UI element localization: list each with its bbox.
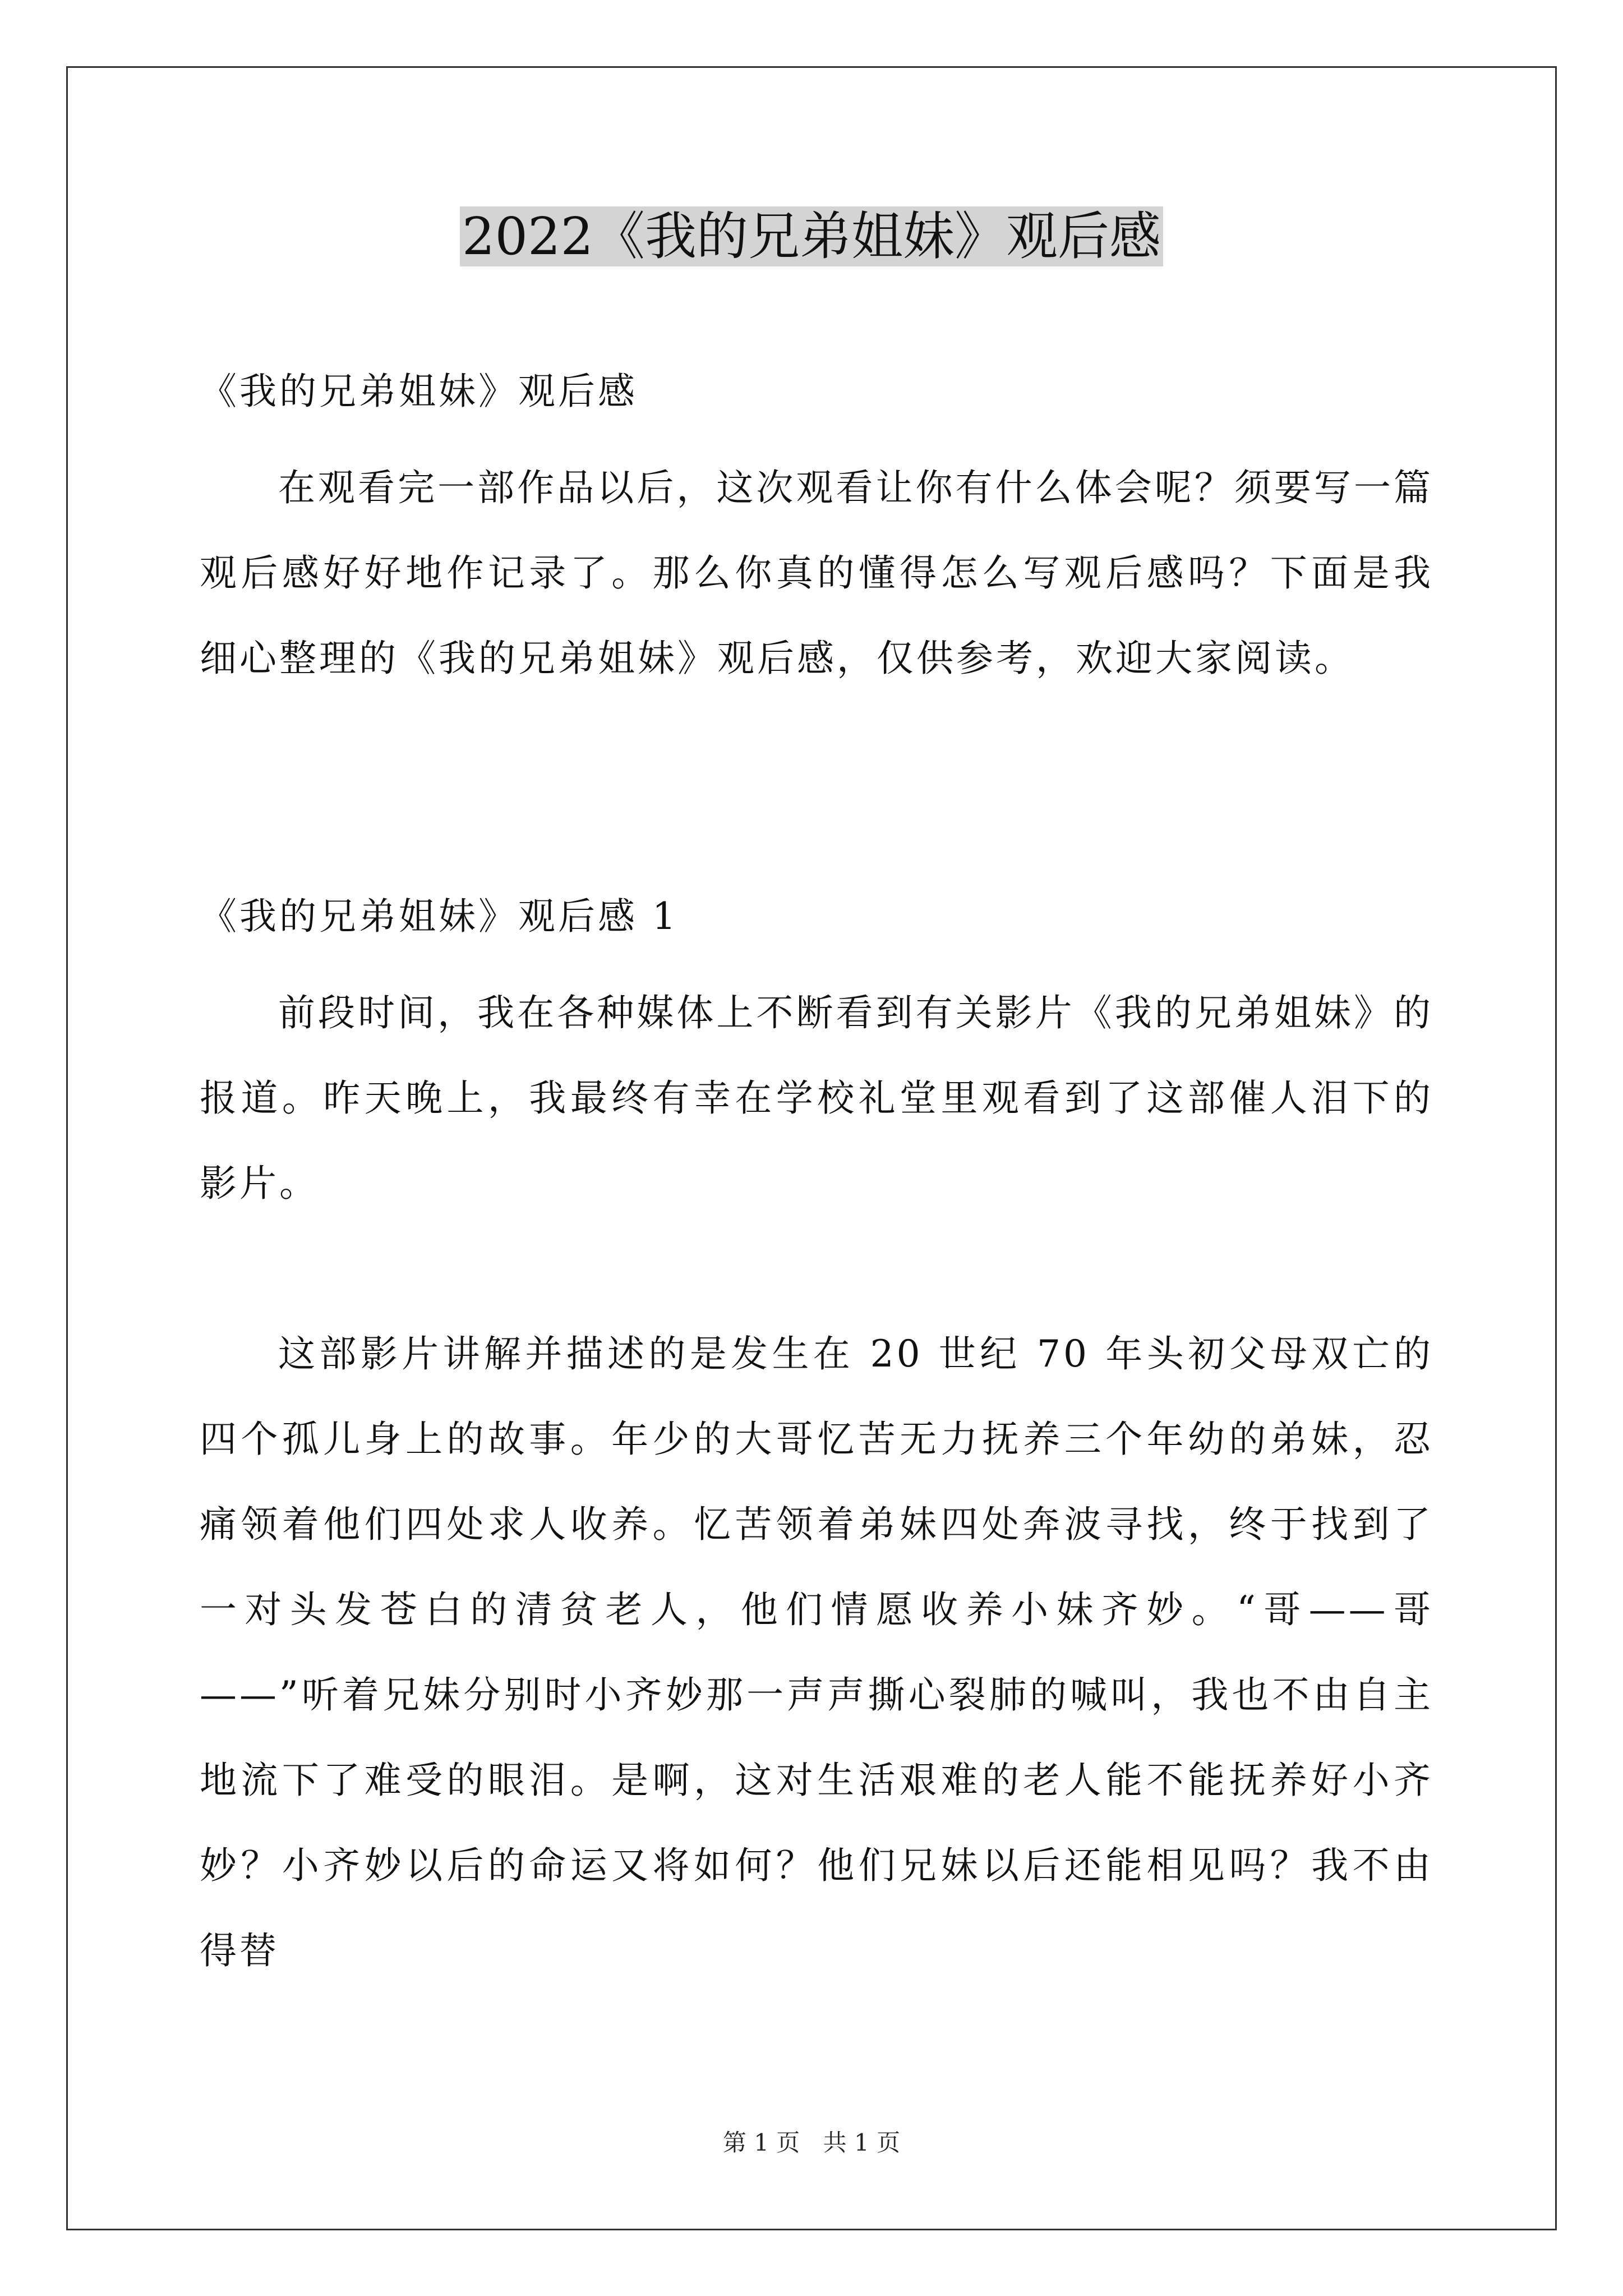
section-1-paragraph-1: 前段时间，我在各种媒体上不断看到有关影片《我的兄弟姐妹》的报道。昨天晚上，我最终有幸在学校礼堂里观看到了这部催人泪下的影片。 <box>200 991 1433 1205</box>
document-subtitle: 《我的兄弟姐妹》观后感 <box>200 370 638 413</box>
section-1-heading: 《我的兄弟姐妹》观后感 1 <box>200 895 679 938</box>
document-title <box>0 197 1623 276</box>
document-title-text: 2022《我的兄弟姐妹》观后感 <box>460 206 1163 266</box>
page-footer <box>0 2126 1623 2160</box>
page-number: 第 1 页 <box>722 2129 800 2156</box>
intro-paragraph: 在观看完一部作品以后，这次观看让你有什么体会呢？须要写一篇观后感好好地作记录了。那么你真的懂得怎么写观后感吗？下面是我细心整理的《我的兄弟姐妹》观后感，仅供参考，欢迎大家阅读。 <box>200 466 1433 680</box>
section-1-paragraph-2: 这部影片讲解并描述的是发生在 20 世纪 70 年头初父母双亡的四个孤儿身上的故事。年少的大哥忆苦无力抚养三个年幼的弟妹，忍痛领着他们四处求人收养。忆苦领着弟妹四处奔波寻找，终于找到了一对头发苍白的清贫老人，他们情愿收养小妹齐妙。“哥——哥——”听着兄妹分别时小齐妙那一声声撕心裂肺的喊叫，我也不由自主地流下了难受的眼泪。是啊，这对生活艰难的老人能不能抚养好小齐妙？小齐妙以后的命运又将如何？他们兄妹以后还能相见吗？我不由得替 <box>200 1332 1433 1972</box>
page-total: 共 1 页 <box>823 2129 901 2156</box>
